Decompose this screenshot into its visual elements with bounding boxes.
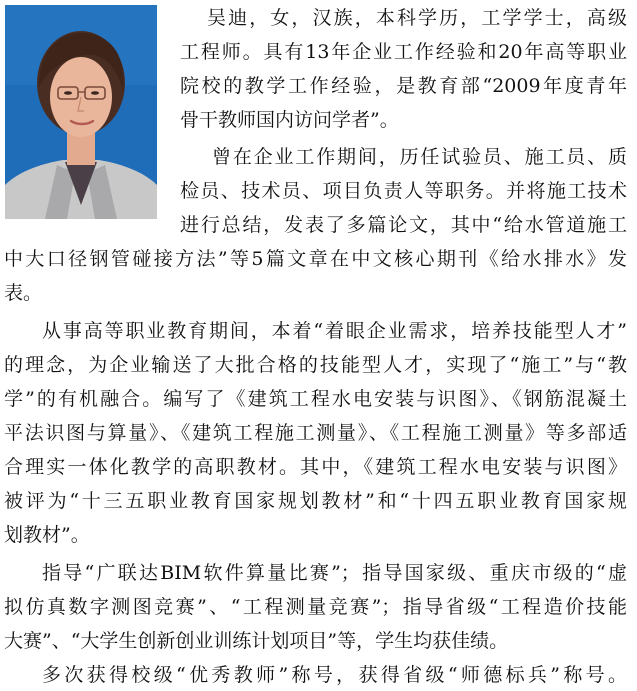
- bio-line: 划教材”。: [4, 524, 90, 546]
- bio-line: 合理实一体化教学的高职教材。其中，《建筑工程水电安装与识图》: [4, 456, 627, 478]
- bio-line: 表。: [4, 282, 43, 304]
- bio-line: 吴迪，女，汉族，本科学历，工学学士，高级: [207, 7, 627, 29]
- bio-line: 多次获得校级“优秀教师”称号，获得省级“师德标兵”称号。: [42, 664, 627, 686]
- bio-line: 从事高等职业教育期间，本着“着眼企业需求，培养技能型人才”: [42, 320, 627, 342]
- bio-line: 检员、技术员、项目负责人等职务。并将施工技术: [180, 180, 627, 202]
- portrait-photo: [5, 5, 157, 219]
- bio-line: 进行总结，发表了多篇论文，其中“给水管道施工: [180, 214, 627, 236]
- bio-line: 院校的教学工作经验，是教育部“2009年度青年: [180, 75, 627, 97]
- bio-line: 被评为“十三五职业教育国家规划教材”和“十四五职业教育国家规: [4, 490, 627, 512]
- bio-line: 的理念，为企业输送了大批合格的技能型人才，实现了“施工”与“教: [4, 354, 627, 376]
- bio-line: 骨干教师国内访问学者”。: [180, 109, 399, 131]
- bio-line: 中大口径钢管碰接方法”等5篇文章在中文核心期刊《给水排水》发: [4, 248, 627, 270]
- bio-line: 指导“广联达BIM软件算量比赛”；指导国家级、重庆市级的“虚: [42, 562, 627, 584]
- bio-line: 曾在企业工作期间，历任试验员、施工员、质: [212, 146, 627, 168]
- bio-line: 大赛”、“大学生创新创业训练计划项目”等，学生均获佳绩。: [4, 630, 509, 652]
- bio-line: 平法识图与算量》、《建筑工程施工测量》、《工程施工测量》等多部适: [4, 422, 627, 444]
- bio-line: 拟仿真数字测图竞赛”、“工程测量竞赛”；指导省级“工程造价技能: [4, 596, 627, 618]
- bio-line: 工程师。具有13年企业工作经验和20年高等职业: [180, 41, 627, 63]
- bio-line: 学”的有机融合。编写了《建筑工程水电安装与识图》、《钢筋混凝土: [4, 388, 627, 410]
